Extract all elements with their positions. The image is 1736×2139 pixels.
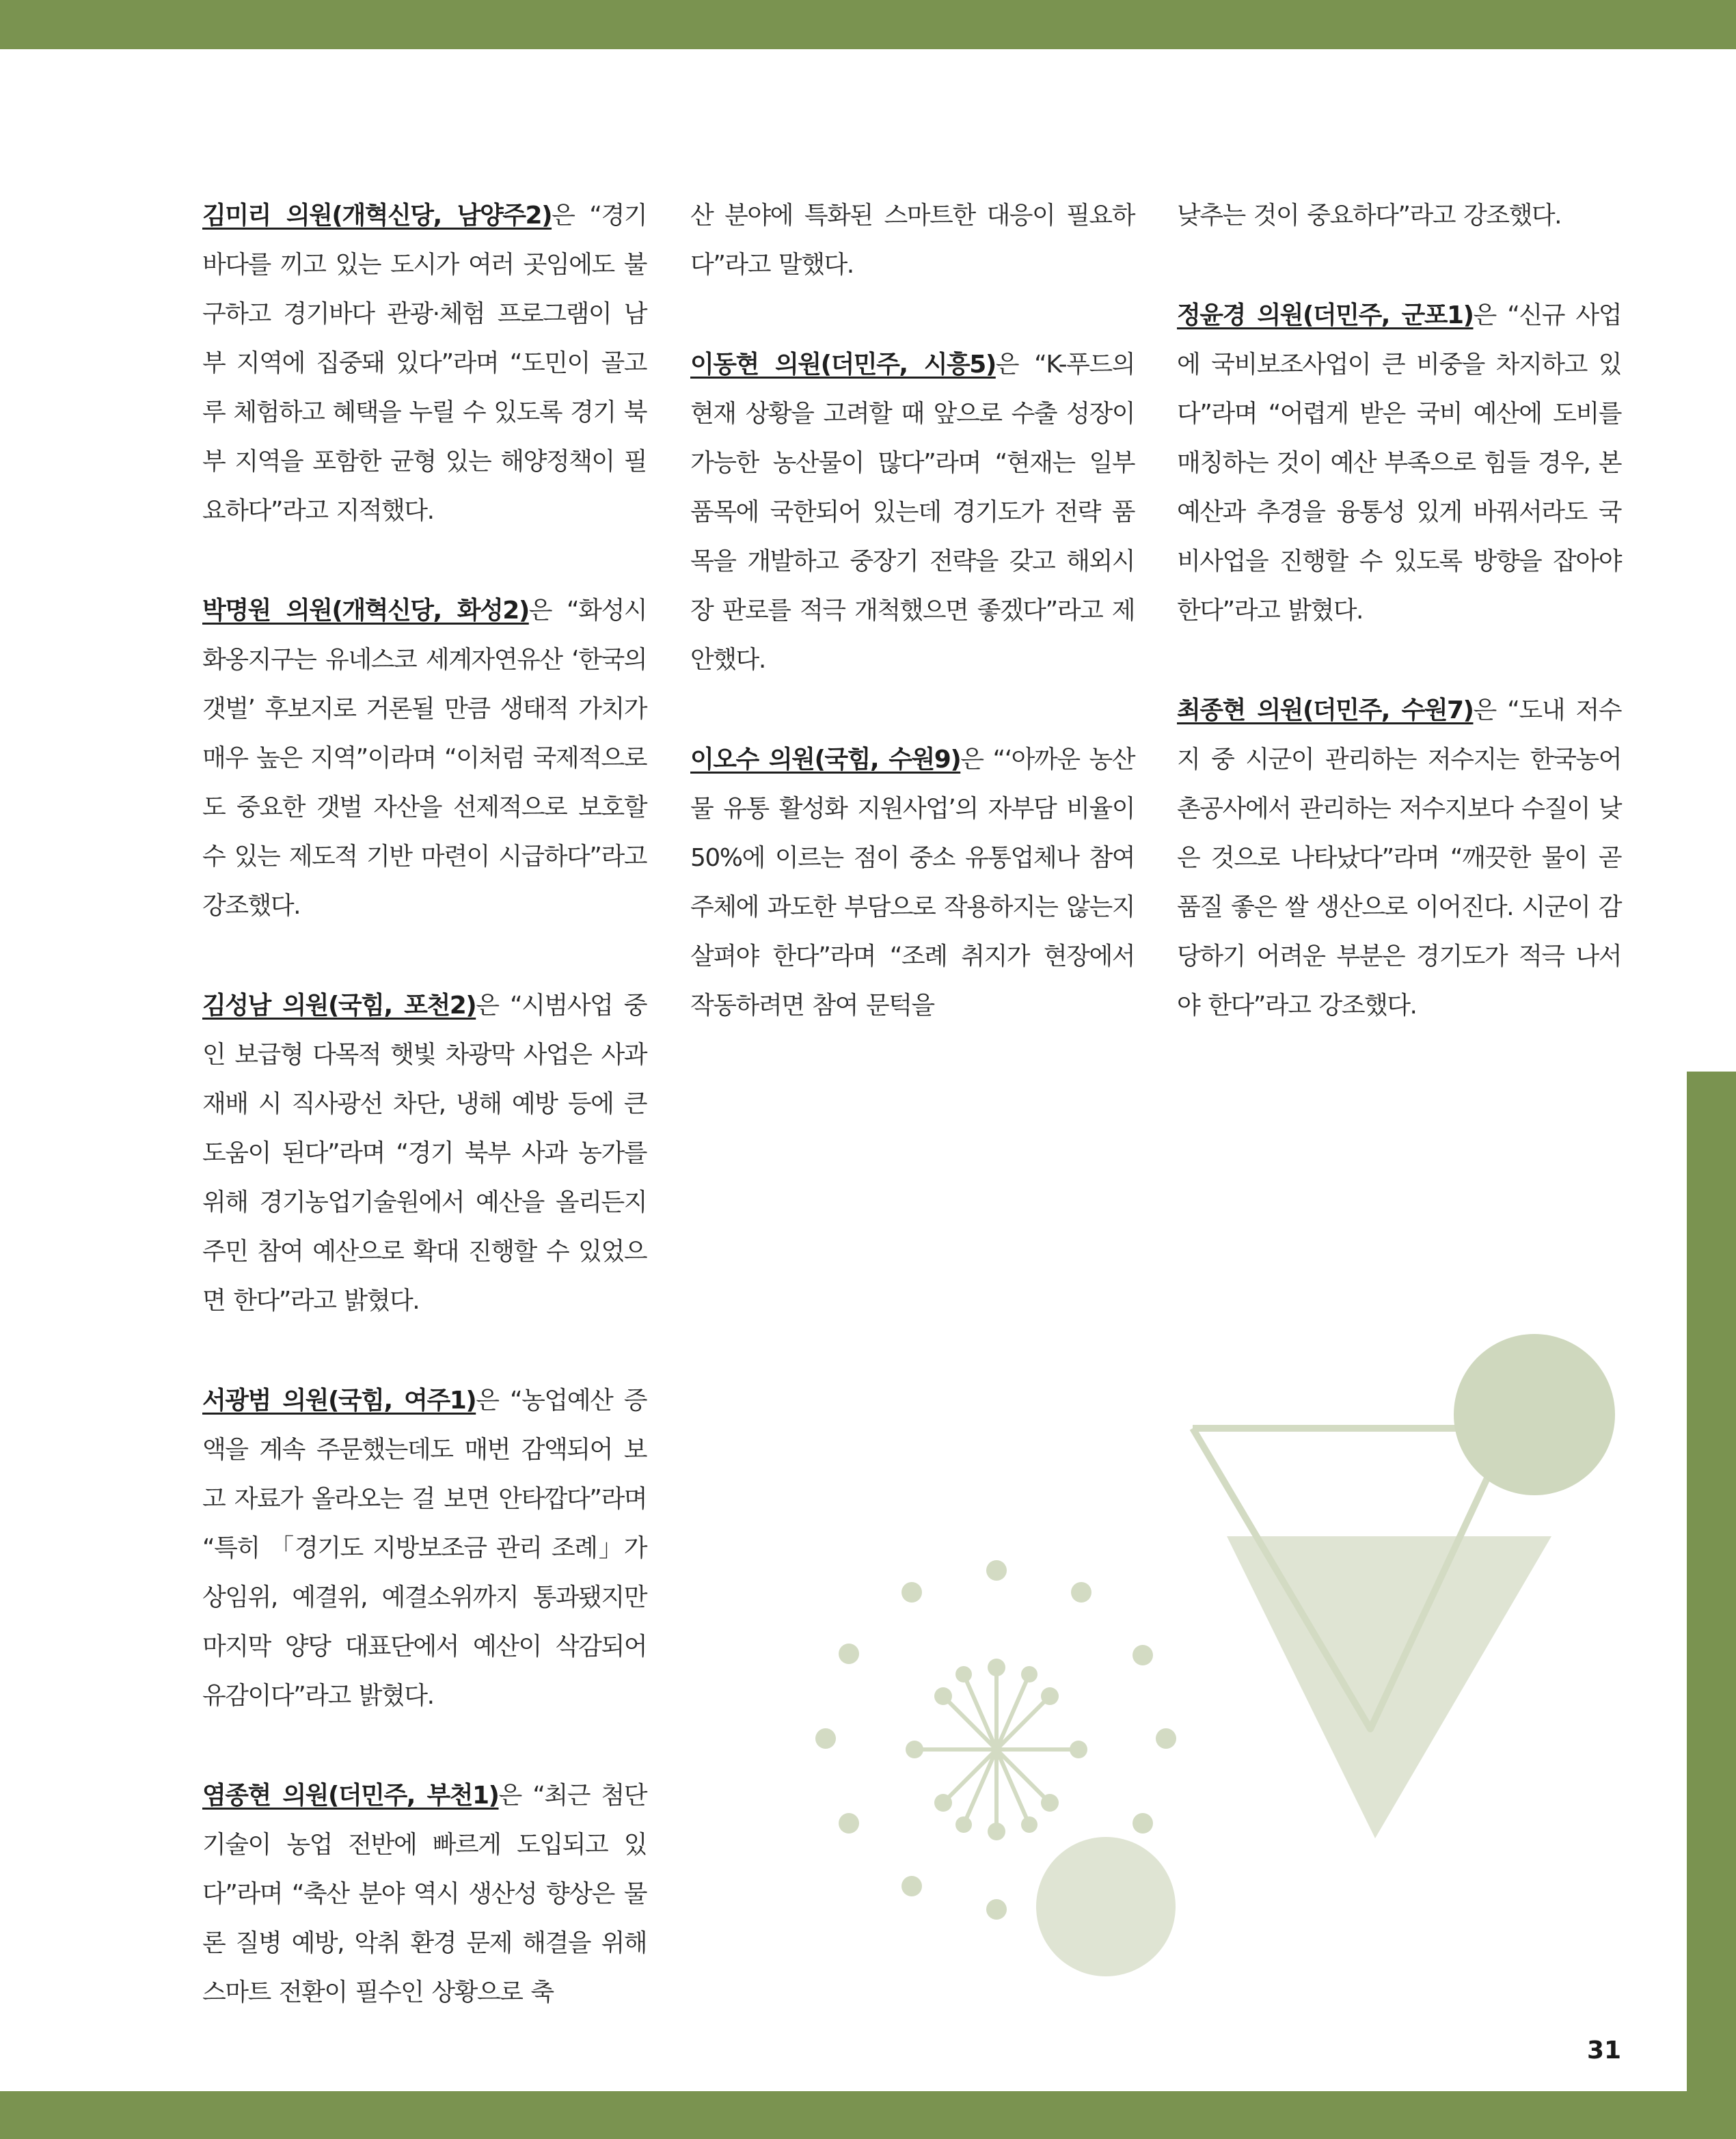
speaker-name: 박명원 의원(개혁신당, 화성2) <box>202 597 529 625</box>
paragraph-text: 산 분야에 특화된 스마트한 대응이 필요하다”라고 말했다. <box>690 202 1135 279</box>
paragraph-text: 은 “화성시 화옹지구는 유네스코 세계자연유산 ‘한국의 갯벌’ 후보지로 거론될 만큼 생태적 가치가 매우 높은 지역”이라며 “이처럼 국제적으로도 중요한 갯벌 자산을 선제적으로 보호할 수 있는 제도적 기반 마련이 시급하다”라고 강조했다. <box>202 597 647 920</box>
paragraph-text: 은 “‘아까운 농산물 유통 활성화 지원사업’의 자부담 비율이 50%에 이르는 점이 중소 유통업체나 참여 주체에 과도한 부담으로 작용하지는 않는지 살펴야 한다”라며 “조례 취지가 현장에서 작동하려면 참여 문턱을 <box>690 746 1135 1020</box>
paragraph-text: 은 “도내 저수지 중 시군이 관리하는 저수지는 한국농어촌공사에서 관리하는 저수지보다 수질이 낮은 것으로 나타났다”라며 “깨끗한 물이 곧 품질 좋은 쌀 생산으로 이어진다. 시군이 감당하기 어려운 부분은 경기도가 적극 나서야 한다”라고 강조했다. <box>1177 696 1621 1020</box>
speaker-name: 김미리 의원(개혁신당, 남양주2) <box>202 202 552 230</box>
paragraph-text: 은 “신규 사업에 국비보조사업이 큰 비중을 차지하고 있다”라며 “어렵게 받은 국비 예산에 도비를 매칭하는 것이 예산 부족으로 힘들 경우, 본예산과 추경을 융통성 있게 바꿔서라도 국비사업을 진행할 수 있도록 방향을 잡아야 한다”라고 밝혔다. <box>1177 301 1621 625</box>
speaker-name: 염종현 의원(더민주, 부천1) <box>202 1782 499 1810</box>
paragraph-text: 은 “최근 첨단기술이 농업 전반에 빠르게 도입되고 있다”라며 “축산 분야 역시 생산성 향상은 물론 질병 예방, 악취 환경 문제 해결을 위해 스마트 전환이 필수인 상황으로 축 <box>202 1782 647 2006</box>
paragraph-text: 은 “K-푸드의 현재 상황을 고려할 때 앞으로 수출 성장이 가능한 농산물이 많다”라며 “현재는 일부 품목에 국한되어 있는데 경기도가 전략 품목을 개발하고 중장기 전략을 갖고 해외시장 판로를 적극 개척했으면 좋겠다”라고 제안했다. <box>690 351 1135 674</box>
corner-circle <box>1454 1334 1615 1495</box>
speaker-name: 서광범 의원(국힘, 여주1) <box>202 1387 476 1415</box>
speaker-name: 김성남 의원(국힘, 포천2) <box>202 992 476 1020</box>
paragraph-text: 낮추는 것이 중요하다”라고 강조했다. <box>1177 202 1562 230</box>
page-number: 31 <box>1587 2036 1622 2065</box>
speaker-name: 최종현 의원(더민주, 수원7) <box>1177 696 1474 724</box>
bottom-circle <box>1036 1837 1176 1976</box>
speaker-name: 이동현 의원(더민주, 시흥5) <box>690 351 996 379</box>
speaker-name: 이오수 의원(국힘, 수원9) <box>690 746 961 774</box>
paragraph-text: 은 “농업예산 증액을 계속 주문했는데도 매번 감액되어 보고 자료가 올라오는 걸 보면 안타깝다”라며 “특히 「경기도 지방보조금 관리 조례」가 상임위, 예결위, 예결소위까지 통과됐지만 마지막 양당 대표단에서 예산이 삭감되어 유감이다”라고 밝혔다. <box>202 1387 647 1710</box>
speaker-name: 정윤경 의원(더민주, 군포1) <box>1177 301 1474 329</box>
paragraph-text: 은 “경기바다를 끼고 있는 도시가 여러 곳임에도 불구하고 경기바다 관광·체험 프로그램이 남부 지역에 집중돼 있다”라며 “도민이 골고루 체험하고 혜택을 누릴 수 있도록 경기 북부 지역을 포함한 균형 있는 해양정책이 필요하다”라고 지적했다. <box>202 202 647 525</box>
paragraph-text: 은 “시범사업 중인 보급형 다목적 햇빛 차광막 사업은 사과 재배 시 직사광선 차단, 냉해 예방 등에 큰 도움이 된다”라며 “경기 북부 사과 농가를 위해 경기농업기술원에서 예산을 올리든지 주민 참여 예산으로 확대 진행할 수 있었으면 한다”라고 밝혔다. <box>202 992 647 1315</box>
